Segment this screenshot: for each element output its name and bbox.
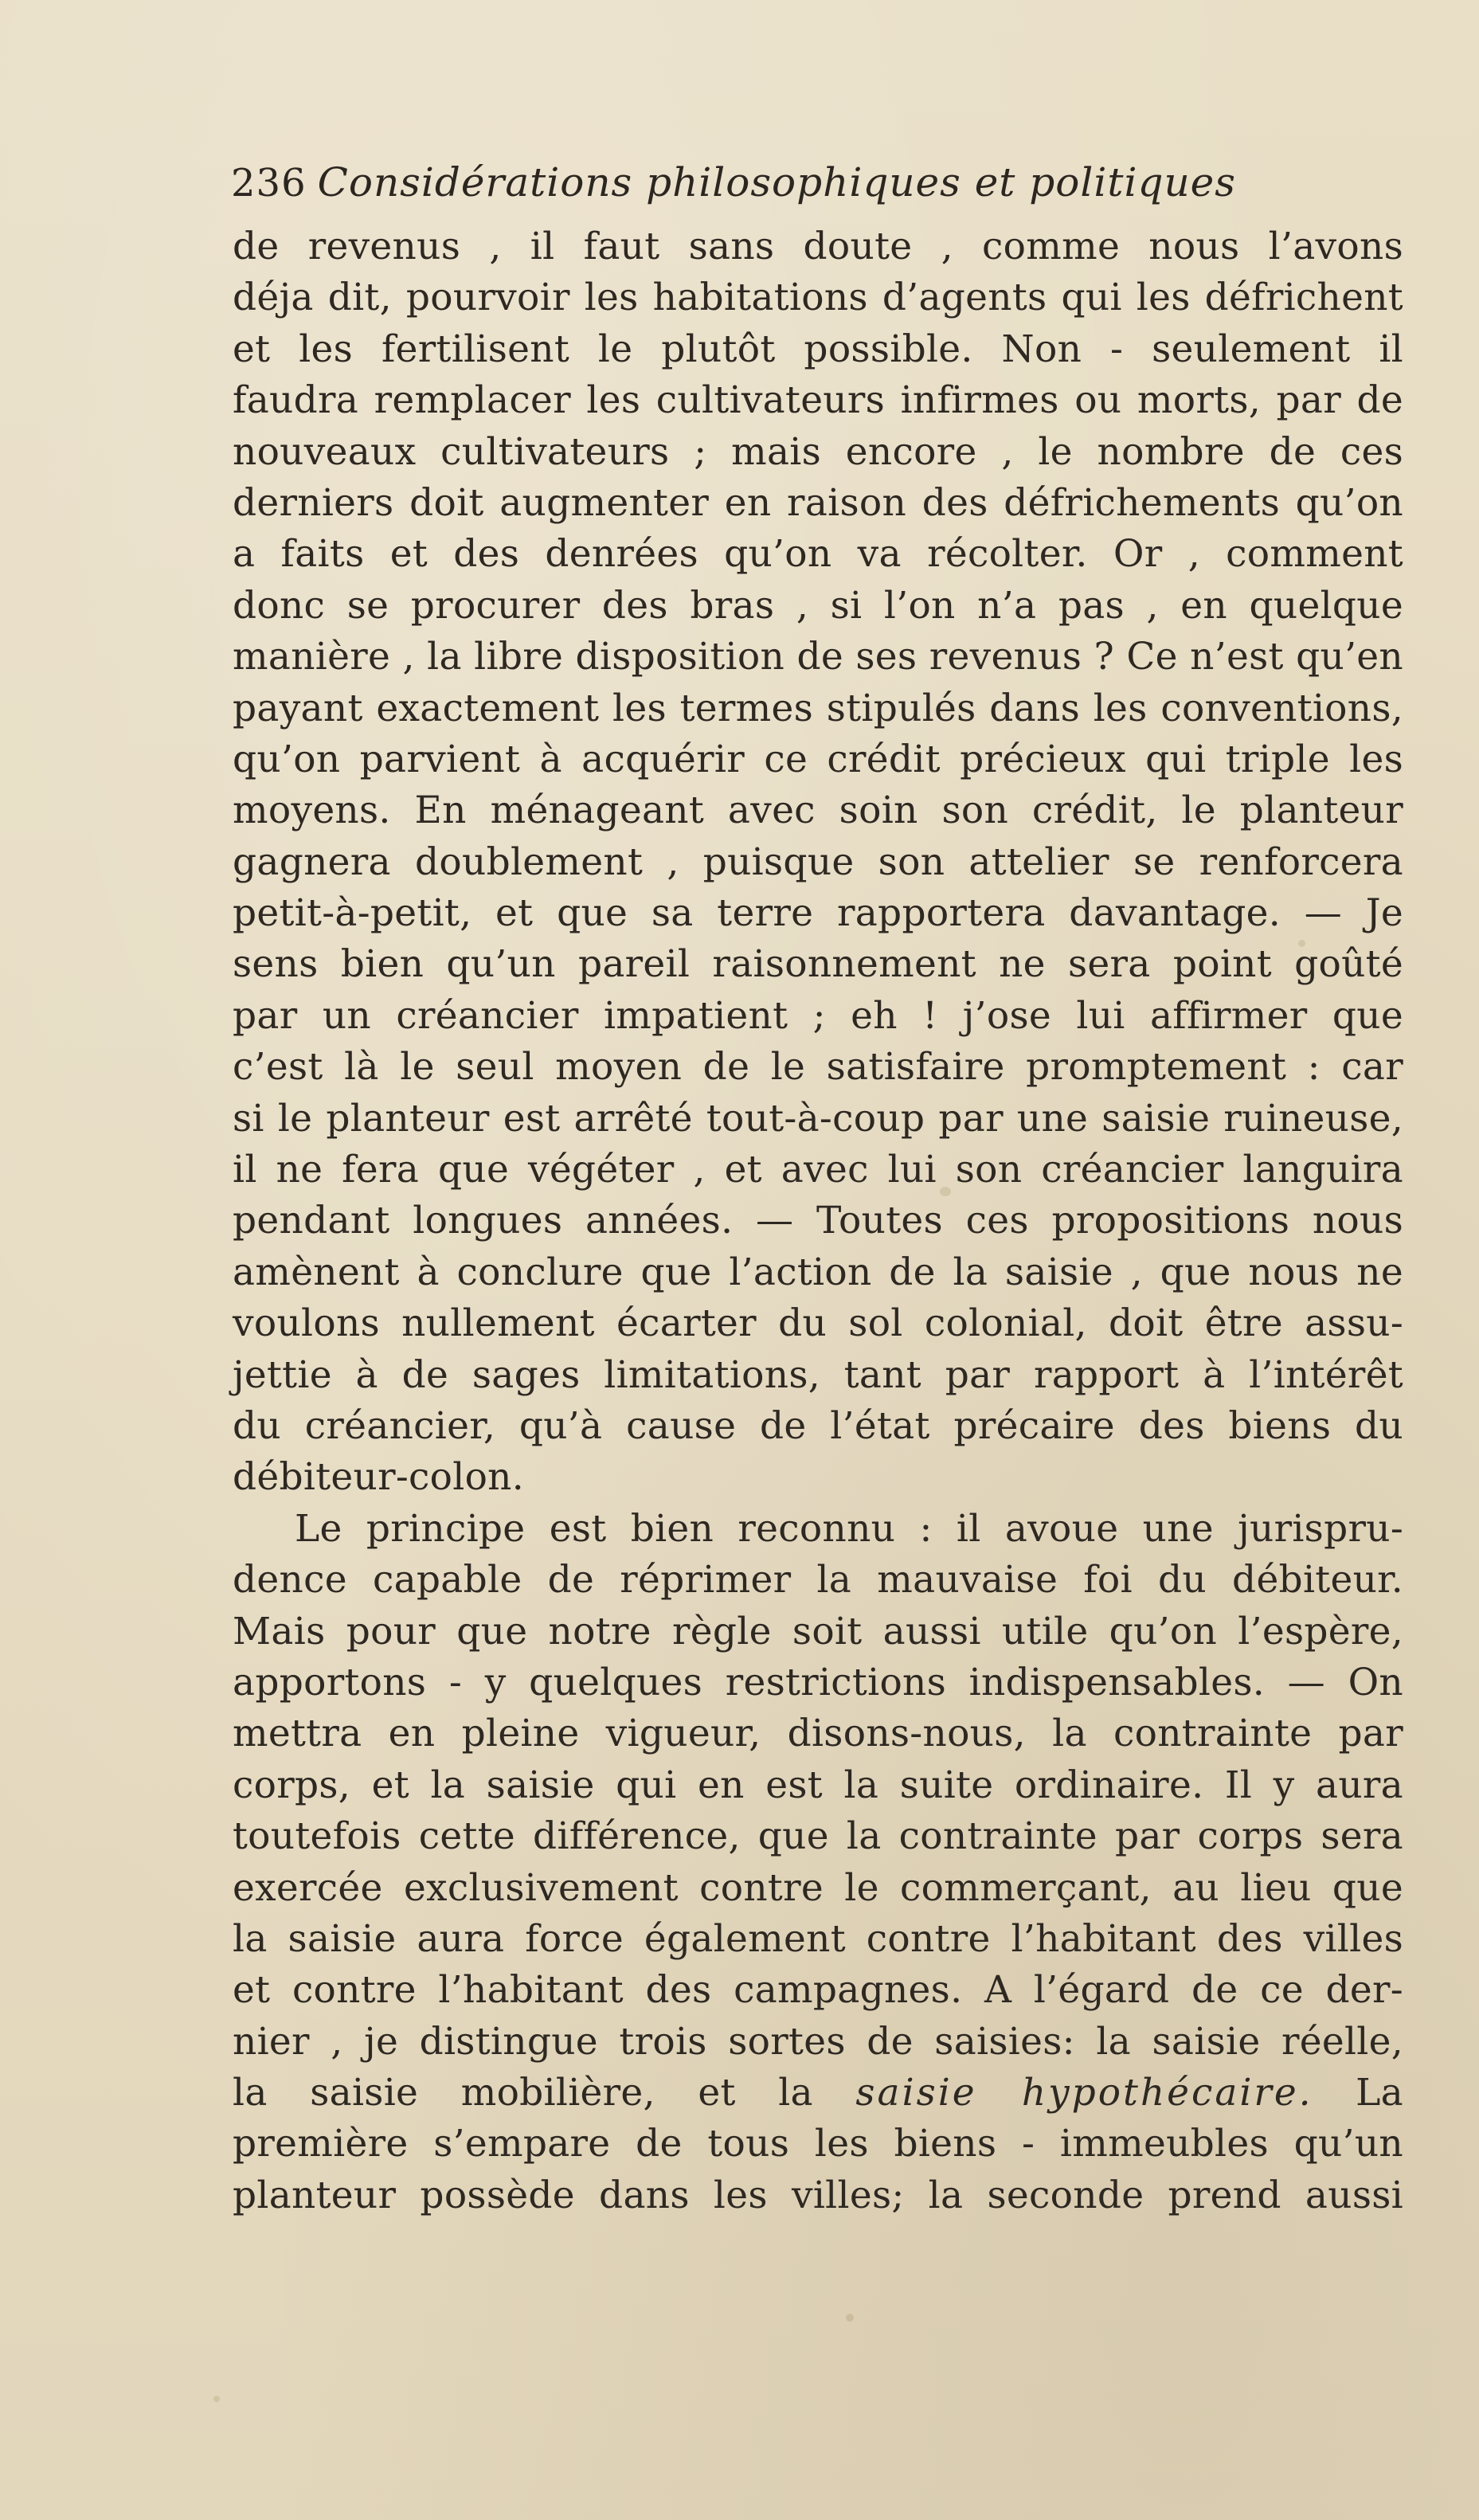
text-line: gagnera doublement , puisque son attelier se renforcera xyxy=(233,839,1403,884)
text-line: manière , la libre disposition de ses revenus ? Ce n’est qu’en xyxy=(233,635,1403,679)
text-line: nouveaux cultivateurs ; mais encore , le nombre de ces xyxy=(233,429,1403,474)
text-line: nier , je distingue trois sortes de saisies: la saisie réelle, xyxy=(233,2019,1403,2064)
text-line: mettra en pleine vigueur, disons-nous, la contrainte par xyxy=(233,1712,1403,1756)
text-line-with-italic xyxy=(233,2068,1403,2119)
text-line: derniers doit augmenter en raison des défrichements qu’on xyxy=(233,480,1403,525)
text-line: et les fertilisent le plutôt possible. Non - seulement il xyxy=(233,327,1403,371)
text-line: donc se procurer des bras , si l’on n’a pas , en quelque xyxy=(233,583,1403,628)
text-line: déja dit, pourvoir les habitations d’agents qui les défrichent xyxy=(233,276,1403,320)
text-line: de revenus , il faut sans doute , comme nous l’avons xyxy=(233,225,1403,268)
text-line: voulons nullement écarter du sol colonial, doit être assu- xyxy=(233,1301,1403,1346)
text-line: et contre l’habitant des campagnes. A l’égard de ce der- xyxy=(233,1968,1403,2013)
text-line: dence capable de réprimer la mauvaise foi du débiteur. xyxy=(233,1558,1403,1602)
paragraph-start-line: Le principe est bien reconnu : il avoue une jurispru- xyxy=(295,1506,1403,1551)
running-title: Considérations philosophiques et politiques xyxy=(317,159,1236,205)
text-line: pendant longues années. — Toutes ces propositions nous xyxy=(233,1199,1403,1243)
foxing-spot xyxy=(213,2396,220,2402)
text-line: première s’empare de tous les biens - immeubles qu’un xyxy=(233,2122,1403,2166)
text-line: planteur possède dans les villes; la seconde prend aussi xyxy=(233,2173,1403,2217)
text-line: qu’on parvient à acquérir ce crédit précieux qui triple les xyxy=(233,737,1403,781)
page-header xyxy=(231,159,1346,215)
text-line: débiteur-colon. xyxy=(233,1455,524,1500)
text-line: par un créancier impatient ; eh ! j’ose lui affirmer que xyxy=(233,993,1403,1038)
text-line: toutefois cette différence, que la contrainte par corps sera xyxy=(233,1814,1403,1859)
text-line: petit-à-petit, et que sa terre rapportera davantage. — Je xyxy=(233,891,1403,936)
text-line: du créancier, qu’à cause de l’état précaire des biens du xyxy=(233,1403,1403,1448)
text-line: payant exactement les termes stipulés dans les conventions, xyxy=(233,686,1403,730)
italic-term: saisie hypothécaire. xyxy=(855,2071,1313,2115)
text-line: faudra remplacer les cultivateurs infirmes ou morts, par de xyxy=(233,378,1403,423)
text-line: la saisie aura force également contre l’habitant des villes xyxy=(233,1916,1403,1961)
text-line: exercée exclusivement contre le commerçant, au lieu que xyxy=(233,1865,1403,1910)
text-line: apportons - y quelques restrictions indispensables. — On xyxy=(233,1660,1403,1704)
line-text-before: la saisie mobilière, et la xyxy=(233,2071,813,2115)
text-line: Mais pour que notre règle soit aussi utile qu’on l’espère, xyxy=(233,1609,1403,1653)
foxing-spot xyxy=(846,2314,854,2322)
text-line: sens bien qu’un pareil raisonnement ne sera point goûté xyxy=(233,942,1403,987)
page-number: 236 xyxy=(231,161,307,205)
text-line: c’est là le seul moyen de le satisfaire promptement : car xyxy=(233,1045,1403,1090)
text-line: il ne fera que végéter , et avec lui son créancier languira xyxy=(233,1148,1403,1192)
text-line: moyens. En ménageant avec soin son crédit, le planteur xyxy=(233,788,1403,833)
text-line: si le planteur est arrêté tout-à-coup par une saisie ruineuse, xyxy=(233,1096,1403,1141)
text-line: amènent à conclure que l’action de la saisie , que nous ne xyxy=(233,1250,1403,1294)
text-line: jettie à de sages limitations, tant par rapport à l’intérêt xyxy=(233,1352,1403,1397)
text-line: corps, et la saisie qui en est la suite ordinaire. Il y aura xyxy=(233,1763,1403,1807)
text-line: a faits et des denrées qu’on va récolter. Or , comment xyxy=(233,532,1403,577)
line-text-after: La xyxy=(1356,2071,1403,2115)
body-text xyxy=(233,221,1403,2221)
